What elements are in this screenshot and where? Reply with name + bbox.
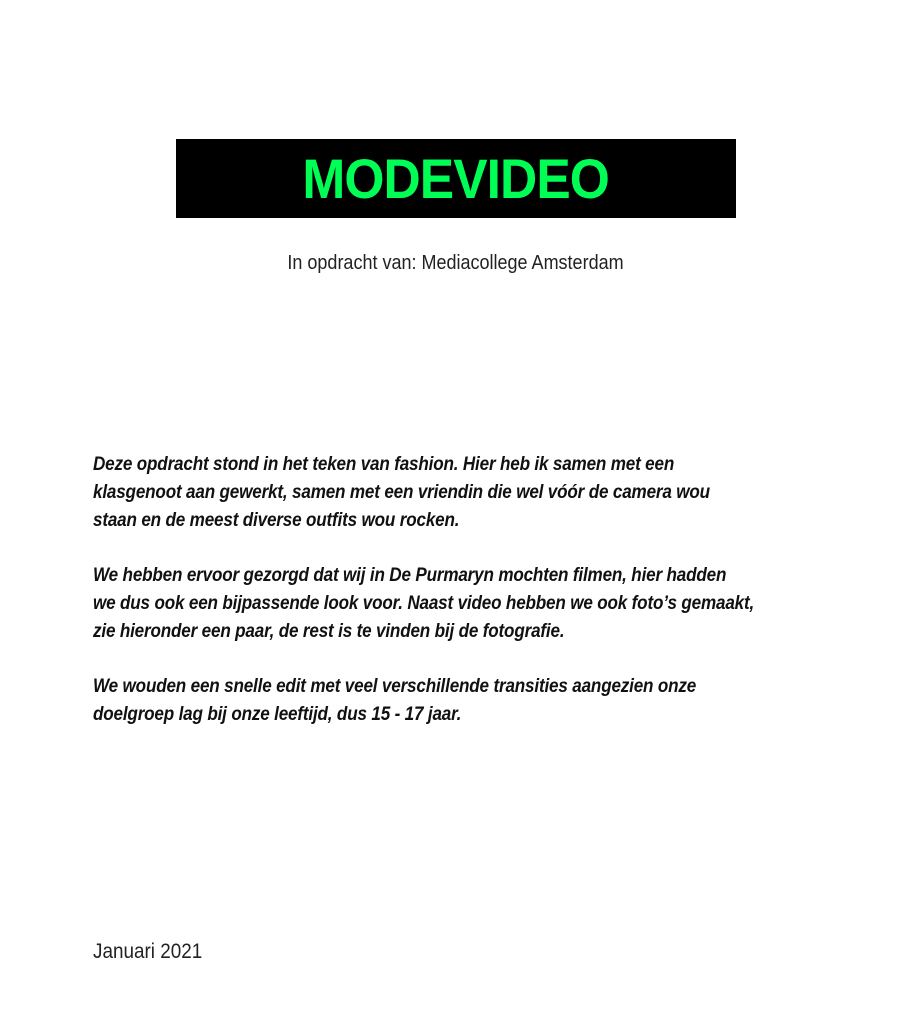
paragraph-edit [93,673,853,729]
project-date: Januari 2021 [93,940,203,963]
text-line: we dus ook een bijpassende look voor. Naast video hebben we ook foto’s gemaakt, [93,593,755,614]
paragraph-location [93,562,853,646]
text-line: Deze opdracht stond in het teken van fashion. Hier heb ik samen met een [93,454,675,475]
description-body [93,451,853,756]
text-line: staan en de meest diverse outfits wou rocken. [93,510,460,531]
text-line: We wouden een snelle edit met veel verschillende transities aangezien onze [93,676,697,697]
text-line: zie hieronder een paar, de rest is te vinden bij de fotografie. [93,621,565,642]
paragraph-intro [93,451,853,535]
text-line: We hebben ervoor gezorgd dat wij in De Purmaryn mochten filmen, hier hadden [93,565,727,586]
client-subtitle: In opdracht van: Mediacollege Amsterdam [287,252,624,274]
text-line: doelgroep lag bij onze leeftijd, dus 15 - 17 jaar. [93,704,462,725]
text-line: klasgenoot aan gewerkt, samen met een vriendin die wel vóór de camera wou [93,482,710,503]
page-title: MODEVIDEO [302,146,610,210]
title-banner [176,139,736,218]
